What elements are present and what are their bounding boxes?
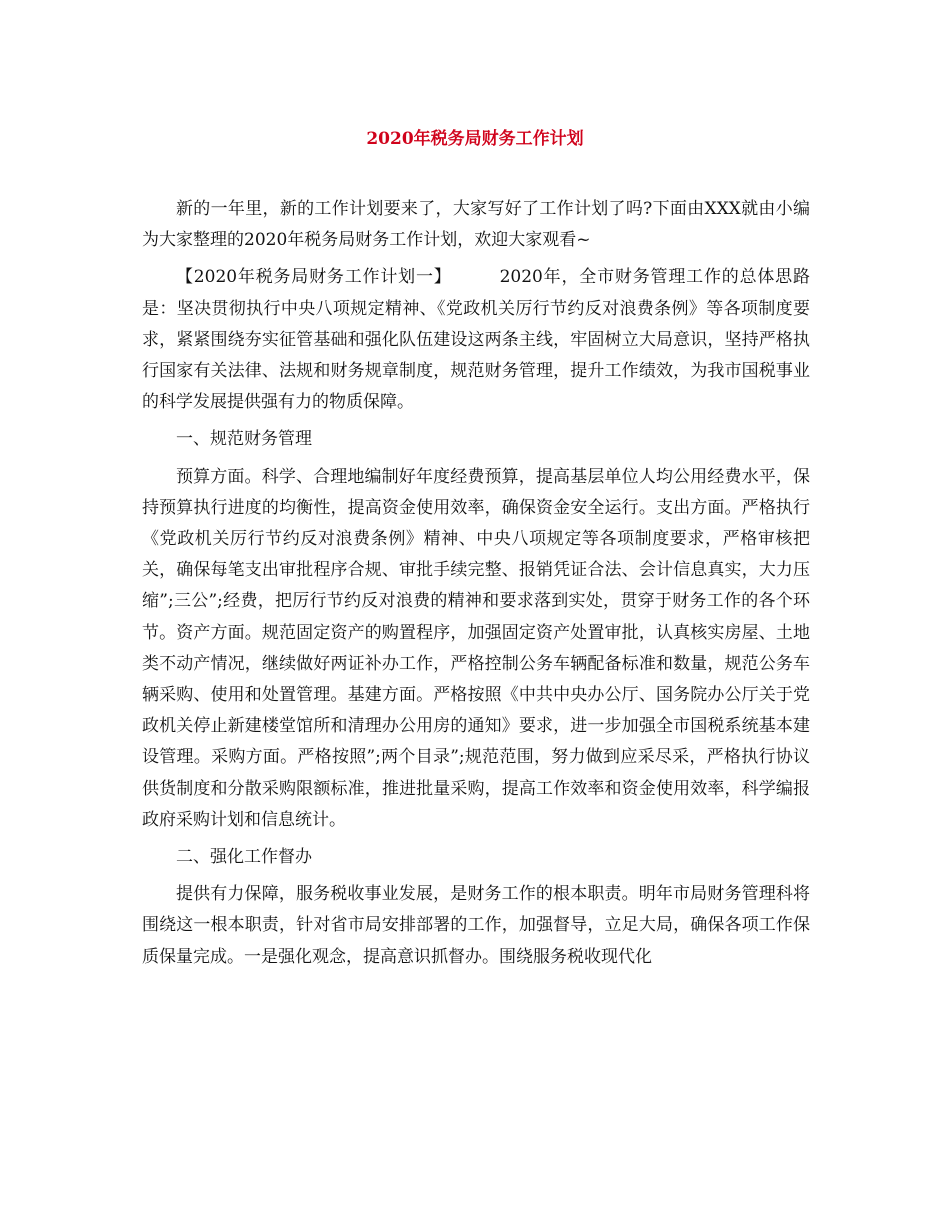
section-heading-1: 一、规范财务管理 bbox=[176, 429, 312, 450]
intro-paragraph: 新的一年里，新的工作计划要来了，大家写好了工作计划了吗?下面由XXX就由小编为大家整理的2020年税务局财务工作计划，欢迎大家观看~ bbox=[142, 199, 810, 251]
section-paragraph bbox=[142, 262, 810, 418]
section-text: 2020年，全市财务管理工作的总体思路是：坚决贯彻执行中央八项规定精神、《党政机关厉行节约反对浪费条例》等各项制度要求，紧紧围绕夯实征管基础和强化队伍建设这两条主线，牢固树立大局意识，坚持严格执行国家有关法律、法规和财务规章制度，规范财务管理，提升工作绩效，为我市国税事业的科学发展提供强有力的物质保障。 bbox=[142, 267, 810, 413]
paragraph-1: 预算方面。科学、合理地编制好年度经费预算，提高基层单位人均公用经费水平，保持预算执行进度的均衡性，提高资金使用效率，确保资金安全运行。支出方面。严格执行《党政机关厉行节约反对浪费条例》精神、中央八项规定等各项制度要求，严格审核把关，确保每笔支出审批程序合规、审批手续完整、报销凭证合法、会计信息真实，大力压缩”;三公”;经费，把厉行节约反对浪费的精神和要求落到实处，贯穿于财务工作的各个环节。资产方面。规范固定资产的购置程序，加强固定资产处置审批，认真核实房屋、土地类不动产情况，继续做好两证补办工作，严格控制公务车辆配备标准和数量，规范公务车辆采购、使用和处置管理。基建方面。严格按照《中共中央办公厅、国务院办公厅关于党政机关停止新建楼堂馆所和清理办公用房的通知》要求，进一步加强全市国税系统基本建设管理。采购方面。严格按照”;两个目录”;规范范围，努力做到应采尽采，严格执行协议供货制度和分散采购限额标准，推进批量采购，提高工作效率和资金使用效率，科学编报政府采购计划和信息统计。 bbox=[142, 466, 810, 830]
paragraph-2: 提供有力保障，服务税收事业发展，是财务工作的根本职责。明年市局财务管理科将围绕这一根本职责，针对省市局安排部署的工作，加强督导，立足大局，确保各项工作保质保量完成。一是强化观念，提高意识抓督办。围绕服务税收现代化 bbox=[142, 884, 810, 967]
section-heading-2: 二、强化工作督办 bbox=[176, 847, 312, 868]
document-body bbox=[142, 194, 810, 979]
section-label: 【2020年税务局财务工作计划一】 bbox=[176, 267, 452, 288]
document-title: 2020年税务局财务工作计划 bbox=[366, 129, 584, 149]
